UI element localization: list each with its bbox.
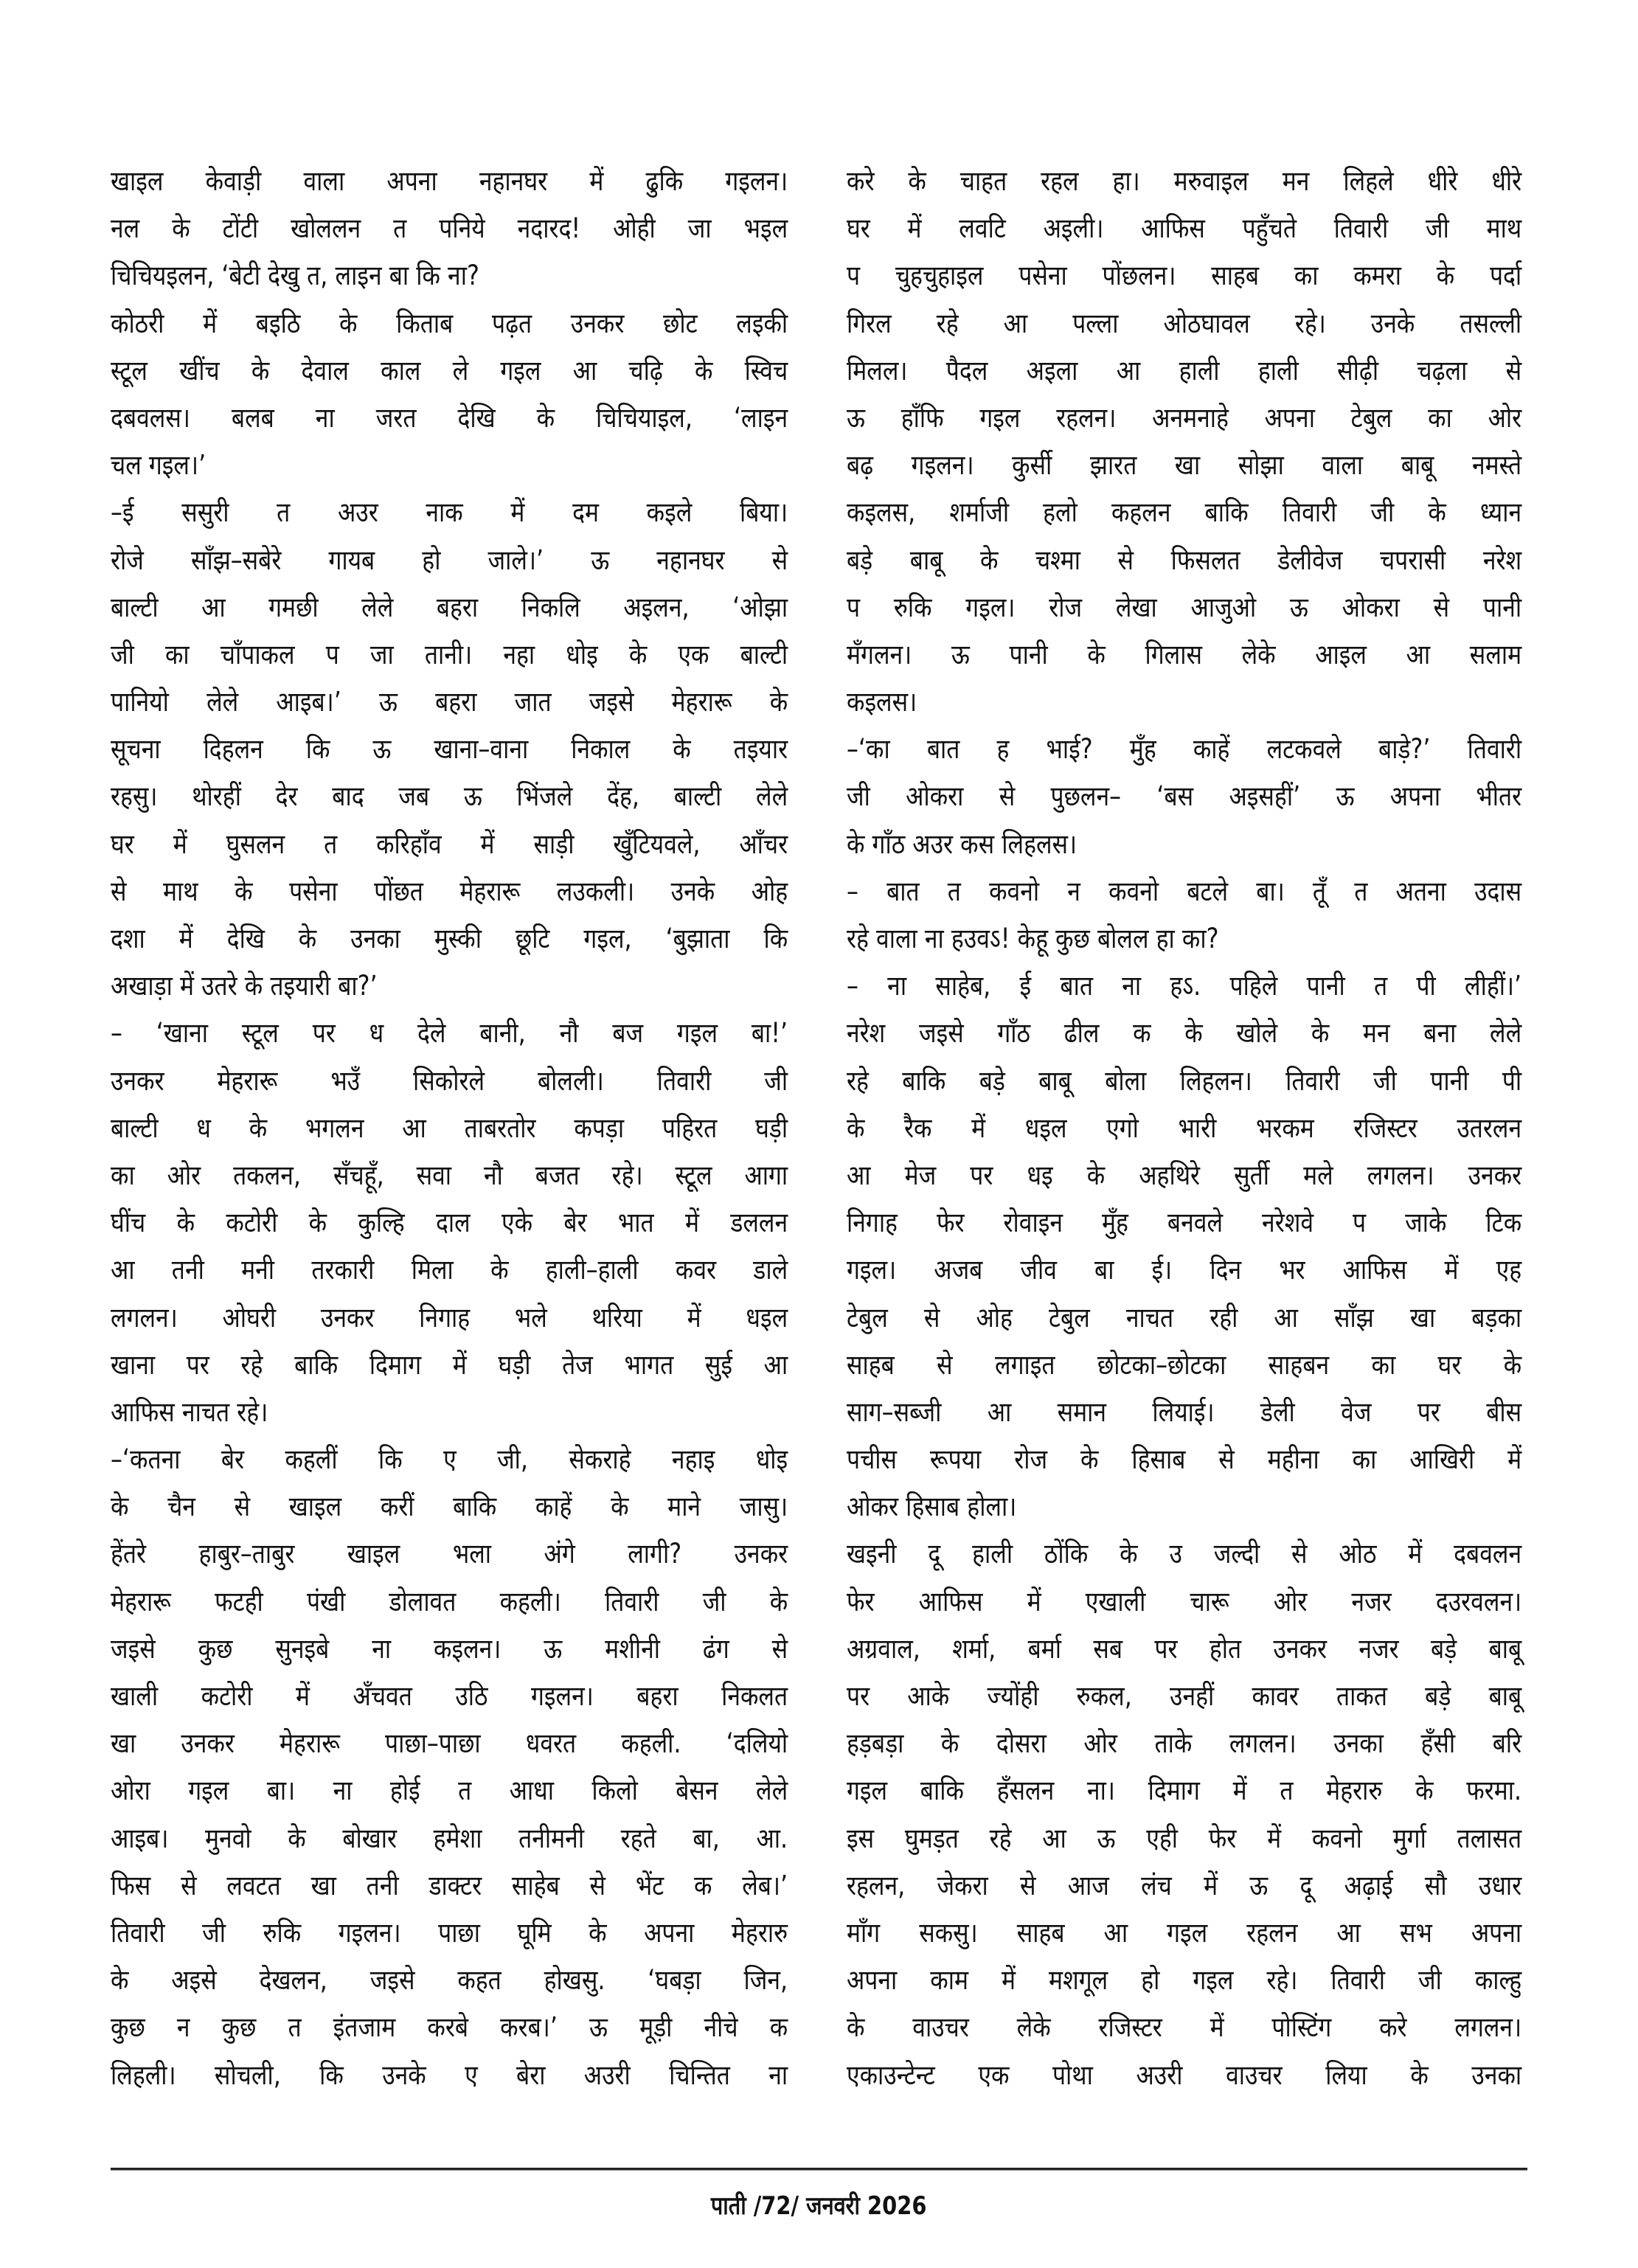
text-line: फिस से लवटत खा तनी डाक्टर साहेब से भेंट क लेब।’: [111, 1869, 788, 1901]
text-line: –ई ससुरी त अउर नाक में दम कइले बिया।: [111, 496, 788, 529]
text-line: बड़े बाबू के चश्मा से फिसलत डेलीवेज चपरासी नरेश: [847, 544, 1522, 576]
text-line: कइलस।: [847, 686, 917, 718]
text-line: उनकर मेहरारू भउँ सिकोरले बोलली। तिवारी जी: [111, 1064, 788, 1097]
text-line: साहब से लगाइत छोटका–छोटका साहबन का घर के: [847, 1348, 1522, 1381]
text-line: घर में घुसलन त करिहाँव में साड़ी खुँटियवले, आँचर: [111, 828, 788, 860]
text-line: खाना पर रहे बाकि दिमाग में घड़ी तेज भागत सुई आ: [111, 1348, 788, 1381]
text-line: अपना काम में मशगूल हो गइल रहे। तिवारी जी काल्हु: [847, 1964, 1522, 1997]
text-line: चिचियइलन, ‘बेटी देखु त, लाइन बा कि ना?: [111, 260, 479, 292]
text-line: गइल। अजब जीव बा ई। दिन भर आफिस में एह: [847, 1254, 1522, 1286]
text-line: हड़बड़ा के दोसरा ओर ताके लगलन। उनका हँसी बरि: [847, 1727, 1522, 1760]
text-line: स्टूल खींच के देवाल काल ले गइल आ चढ़ि के स्विच: [111, 354, 788, 386]
text-line: खइनी दू हाली ठोंकि के उ जल्दी से ओठ में दबवलन: [847, 1538, 1522, 1570]
text-line: के वाउचर लेके रजिस्टर में पोस्टिंग करे लगलन।: [847, 2011, 1522, 2044]
text-line: रहे बाकि बड़े बाबू बोला लिहलन। तिवारी जी पानी पी: [847, 1064, 1522, 1097]
text-line: मेहरारू फटही पंखी डोलावत कहली। तिवारी जी के: [111, 1585, 788, 1617]
text-line: पानियो लेले आइब।’ ऊ बहरा जात जइसे मेहरारू के: [111, 686, 788, 718]
text-line: खाली कटोरी में अँचवत उठि गइलन। बहरा निकलत: [111, 1680, 788, 1712]
text-line: आफिस नाचत रहे।: [111, 1395, 268, 1428]
text-line: पचीस रूपया रोज के हिसाब से महीना का आखिरी में: [847, 1443, 1522, 1476]
text-line: कइलस, शर्माजी हलो कहलन बाकि तिवारी जी के ध्यान: [847, 496, 1522, 529]
text-line: घर में लवटि अइली। आफिस पहुँचते तिवारी जी माथ: [847, 212, 1522, 245]
text-line: रहे वाला ना हउवऽ! केहू कुछ बोलल हा का?: [847, 923, 1219, 954]
text-line: कोठरी में बइठि के किताब पढ़त उनकर छोट लइकी: [111, 307, 788, 339]
text-line: निगाह फेर रोवाइन मुँह बनवले नरेशवे प जाके टिक: [847, 1207, 1522, 1239]
text-line: आइब। मुनवो के बोखार हमेशा तनीमनी रहते बा, आ.: [111, 1822, 788, 1854]
footer-text: पाती /72/ जनवरी 2026: [711, 2191, 927, 2221]
text-line: लगलन। ओघरी उनकर निगाह भले थरिया में धइल: [111, 1301, 788, 1334]
text-line: हेंतरे हाबुर–ताबुर खाइल भला अंगे लागी? उनकर: [111, 1538, 788, 1570]
text-line: –‘का बात ह भाई? मुँह काहें लटकवले बाड़े?’ तिवारी: [847, 733, 1522, 766]
page-footer: [0, 2188, 1638, 2224]
text-line: पर आके ज्योंही रुकल, उनहीं कावर ताकत बड़े बाबू: [847, 1680, 1522, 1712]
text-line: टेबुल से ओह टेबुल नाचत रही आ साँझ खा बड़का: [847, 1301, 1522, 1334]
text-line: एकाउन्टेन्ट एक पोथा अउरी वाउचर लिया के उनका: [847, 2059, 1522, 2091]
text-line: चल गइल।’: [111, 449, 207, 482]
left-text-column: [111, 158, 788, 2099]
text-line: – ‘खाना स्टूल पर ध देले बानी, नौ बज गइल बा!’: [111, 1017, 788, 1050]
text-line: मँगलन। ऊ पानी के गिलास लेके आइल आ सलाम: [847, 638, 1522, 670]
text-line: प चुहचुहाइल पसेना पोंछलन। साहब का कमरा के पर्दा: [847, 260, 1522, 292]
right-text-column: [847, 158, 1521, 2099]
text-line: गिरल रहे आ पल्ला ओठघावल रहे। उनके तसल्ली: [847, 307, 1522, 339]
text-line: का ओर तकलन, सँचहूँ, सवा नौ बजत रहे। स्टूल आगा: [111, 1159, 788, 1191]
text-line: दबवलस। बलब ना जरत देखि के चिचियाइल, ‘लाइन: [111, 401, 788, 434]
text-line: मिलल। पैदल अइला आ हाली हाली सीढ़ी चढ़ला से: [847, 354, 1522, 386]
text-line: घींच के कटोरी के कुल्हि दाल एके बेर भात में डललन: [111, 1207, 788, 1239]
footer-rule: [111, 2168, 1527, 2170]
text-line: रोजे साँझ–सबेरे गायब हो जाले।’ ऊ नहानघर से: [111, 544, 788, 576]
text-line: बाल्टी आ गमछी लेले बहरा निकलि अइलन, ‘ओझा: [111, 591, 788, 623]
text-line: बढ़ गइलन। कुर्सी झारत खा सोझा वाला बाबू नमस्ते: [847, 449, 1522, 482]
text-line: रहसु। थोरहीं देर बाद जब ऊ भिंजले देंह, बाल्टी लेले: [111, 780, 788, 813]
text-line: करे के चाहत रहल हा। मरुवाइल मन लिहले धीरे धीरे: [847, 165, 1522, 197]
text-line: जी ओकरा से पुछलन– ‘बस अइसहीं’ ऊ अपना भीतर: [847, 780, 1522, 813]
text-line: –‘कतना बेर कहलीं कि ए जी, सेकराहे नहाइ धोइ: [111, 1443, 788, 1476]
text-line: कुछ न कुछ त इंतजाम करबे करब।’ ऊ मूड़ी नीचे क: [111, 2011, 788, 2044]
text-line: ओरा गइल बा। ना होई त आधा किलो बेसन लेले: [111, 1775, 788, 1807]
text-line: बाल्टी ध के भगलन आ ताबरतोर कपड़ा पहिरत घड़ी: [111, 1112, 788, 1144]
text-line: ओकर हिसाब होला।: [847, 1491, 1017, 1523]
text-line: नरेश जइसे गाँठ ढील क के खोले के मन बना लेले: [847, 1017, 1522, 1050]
text-line: के रैक में धइल एगो भारी भरकम रजिस्टर उतरलन: [847, 1112, 1522, 1144]
text-line: से माथ के पसेना पोंछत मेहरारू लउकली। उनके ओह: [111, 875, 788, 907]
text-line: के अइसे देखलन, जइसे कहत होखसु. ‘घबड़ा जिन,: [111, 1964, 788, 1997]
text-line: माँग सकसु। साहब आ गइल रहलन आ सभ अपना: [847, 1916, 1522, 1949]
text-line: साग–सब्जी आ समान लियाई। डेली वेज पर बीस: [847, 1395, 1522, 1428]
text-line: रहलन, जेकरा से आज लंच में ऊ दू अढ़ाई सौ उधार: [847, 1869, 1522, 1901]
text-line: आ तनी मनी तरकारी मिला के हाली–हाली कवर डाले: [111, 1254, 788, 1286]
text-line: तिवारी जी रुकि गइलन। पाछा घूमि के अपना मेहरारु: [111, 1916, 788, 1949]
text-line: अखाड़ा में उतरे के तइयारी बा?’: [111, 970, 378, 1002]
text-line: अग्रवाल, शर्मा, बर्मा सब पर होत उनकर नजर बड़े बाबू: [847, 1632, 1522, 1665]
text-line: दशा में देखि के उनका मुस्की छूटि गइल, ‘बुझाता कि: [111, 923, 788, 954]
text-line: गइल बाकि हँसलन ना। दिमाग में त मेहरारु के फरमा.: [847, 1775, 1522, 1807]
text-line: ऊ हाँफि गइल रहलन। अनमनाहे अपना टेबुल का ओर: [847, 401, 1522, 434]
text-line: खाइल केवाड़ी वाला अपना नहानघर में ढुकि गइलन।: [111, 165, 788, 197]
text-line: खा उनकर मेहरारू पाछा–पाछा धवरत कहली. ‘दलियो: [111, 1727, 788, 1760]
text-line: जइसे कुछ सुनइबे ना कइलन। ऊ मशीनी ढंग से: [111, 1632, 788, 1665]
text-line: नल के टोंटी खोललन त पनिये नदारद! ओही जा भइल: [111, 212, 788, 245]
text-line: – ना साहेब, ई बात ना हऽ. पहिले पानी त पी लीहीं।’: [847, 970, 1522, 1002]
text-line: के गाँठ अउर कस लिहलस।: [847, 828, 1077, 860]
text-line: जी का चाँपाकल प जा तानी। नहा धोइ के एक बाल्टी: [111, 638, 788, 670]
text-line: लिहली। सोचली, कि उनके ए बेरा अउरी चिन्तित ना: [111, 2059, 788, 2091]
text-line: आ मेज पर धइ के अहथिरे सुर्ती मले लगलन। उनकर: [847, 1159, 1522, 1191]
text-line: इस घुमड़त रहे आ ऊ एही फेर में कवनो मुर्गा तलासत: [847, 1822, 1522, 1854]
text-line: प रुकि गइल। रोज लेखा आजुओ ऊ ओकरा से पानी: [847, 591, 1522, 623]
text-line: सूचना दिहलन कि ऊ खाना–वाना निकाल के तइयार: [111, 733, 788, 766]
text-line: – बात त कवनो न कवनो बटले बा। तूँ त अतना उदास: [847, 875, 1522, 907]
text-line: के चैन से खाइल करीं बाकि काहें के माने जासु।: [111, 1491, 788, 1523]
text-line: फेर आफिस में एखाली चारू ओर नजर दउरवलन।: [847, 1585, 1522, 1617]
